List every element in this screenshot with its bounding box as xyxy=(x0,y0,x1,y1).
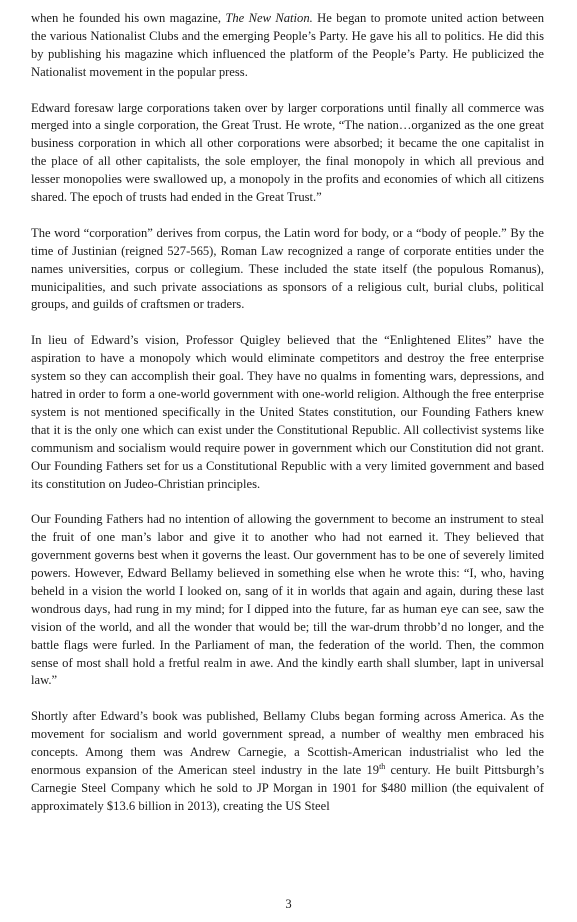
paragraph-4: In lieu of Edward’s vision, Professor Quigley believed that the “Enlightened Elites” have the aspiration to have a monopoly which would eliminate competitors and destroy the free enterprise system so they can accomplish their goal. They have no qualms in fomenting wars, depressions, and hatred in order to form a one-world government with one-world religion. Although the free enterprise system is not mentioned specifically in the United States constitution, our Founding Fathers knew that it is the only one which can exist under the Constitutional Republic. All collectivist systems like communism and socialism would require power in government which our Constitution did not grant. Our Founding Fathers set for us a Constitutional Republic with a very limited government and based its constitution on Judeo-Christian principles. xyxy=(31,333,544,491)
paragraph-2: Edward foresaw large corporations taken over by larger corporations until finally all commerce was merged into a single corporation, the Great Trust. He wrote, “The nation…organized as the one great business corporation in which all other corporations were absorbed; it became the one capitalist in the place of all other capitalists, the sole employer, the final monopoly in which all previous and lesser monopolies were swallowed up, a monopoly in the profits and economies of which all citizens shared. The epoch of trusts had ended in the Great Trust.” xyxy=(31,100,544,205)
ordinal-superscript: th xyxy=(379,761,386,771)
paragraph-6-text-end: century. He built Pittsburgh’s Carnegie Steel Company which he sold to JP Morgan in 1901 for $480 million (the equivalent of approximately $13.6 billion in 2013), creating the US Steel xyxy=(31,762,544,813)
page-body xyxy=(31,10,544,834)
paragraph-1-text-start: when he founded his own magazine, xyxy=(31,11,226,25)
paragraph-1-text-end: He began to promote united action between the various Nationalist Clubs and the emerging People’s Party. He gave his all to politics. He did this by publishing his magazine which influenced the platform of the People’s Party. He publicized the Nationalist movement in the popular press. xyxy=(31,11,545,79)
paragraph-6 xyxy=(31,708,544,815)
paragraph-6-text-start: Shortly after Edward’s book was published, Bellamy Clubs began forming across America. As the movement for socialism and world government spread, a number of wealthy men embraced his concepts. Among them was Andrew Carnegie, a Scottish-American industrialist who led the enormous expansion of the American steel industry in the late 19 xyxy=(31,709,544,777)
paragraph-5: Our Founding Fathers had no intention of allowing the government to become an instrument to steal the fruit of one man’s labor and give it to another who had not earned it. They believed that government governs best when it governs the least. Our government has to be one of severely limited powers. However, Edward Bellamy believed in something else when he wrote this: “I, who, having beheld in a vision the world I looked on, sang of it in worlds that again and again, during these last wondrous days, had rung in my mind; for I dipped into the future, far as human eye can see, saw the vision of the world, and all the wonder that would be; till the war-drum throbb’d no longer, and the battle flags were furled. In the Parliament of man, the federation of the world. Then, the common sense of most shall hold a fretful realm in awe. And the kindly earth shall slumber, lapt in universal law.” xyxy=(31,512,544,688)
page-number: 3 xyxy=(285,897,292,911)
paragraph-1 xyxy=(31,10,544,82)
magazine-title: The New Nation. xyxy=(225,11,313,25)
paragraph-3: The word “corporation” derives from corpus, the Latin word for body, or a “body of people.” By the time of Justinian (reigned 527-565), Roman Law recognized a range of corporate entities under the names universities, corpus or collegium. These included the state itself (the populous Romanus), municipalities, and such private associations as sponsors of a religious cult, burial clubs, political groups, and guilds of craftsmen or traders. xyxy=(31,225,544,312)
